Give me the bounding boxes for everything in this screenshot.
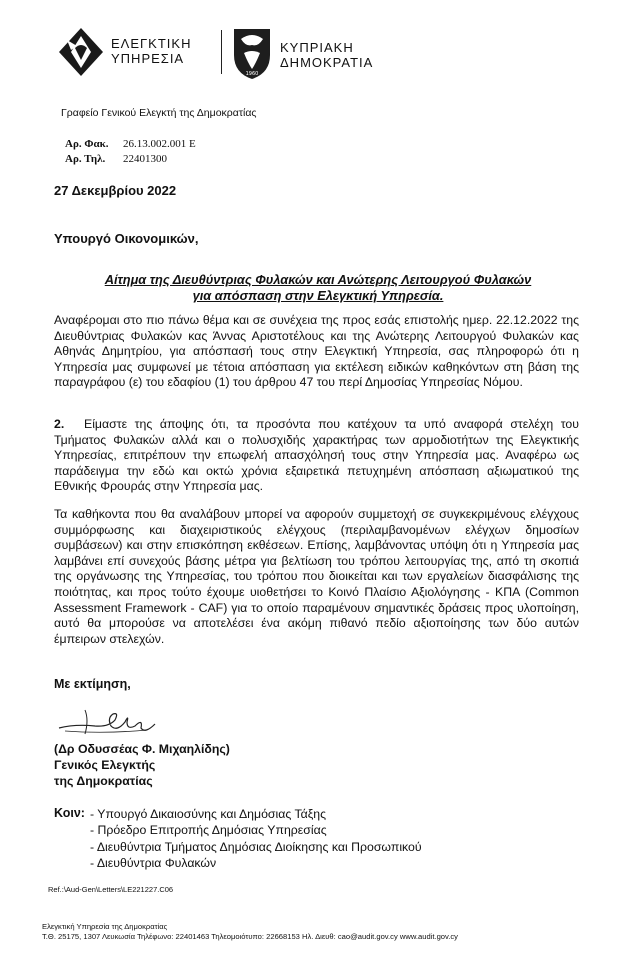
cc-item: - Διευθύντρια Τμήματος Δημόσιας Διοίκησης και Προσωπικού: [90, 839, 422, 855]
letter-date: 27 Δεκεμβρίου 2022: [54, 183, 177, 198]
file-ref-row: [65, 138, 196, 150]
office-name: Γραφείο Γενικού Ελεγκτή της Δημοκρατίας: [61, 107, 257, 119]
file-ref-label: Αρ. Φακ.: [65, 138, 109, 150]
tel-ref-value: 22401300: [123, 153, 167, 165]
subject: [58, 272, 578, 304]
paragraph-2-number: 2.: [54, 417, 65, 431]
footer: [42, 922, 458, 942]
republic-emblem: [228, 25, 418, 85]
signatory-block: [54, 741, 230, 789]
tel-ref-label: Αρ. Τηλ.: [65, 153, 106, 165]
paragraph-1: Αναφέρομαι στο πιο πάνω θέμα και σε συνέχεια της προς εσάς επιστολής ημερ. 22.12.2022 της Διευθύντριας Φυλακών κας Άννας Αριστοτέλους και της Ανώτερης Λειτουργού Φυλακών κας Αθηνάς Δημητρίου, για απόσπασή τους στην Ελεγκτική Υπηρεσία, σας πληροφορώ ότι η Υπηρεσία μας συμφωνεί με τέτοια απόσπαση για εκτέλεση ειδικών καθηκόντων στη βάση της παραγράφου (ε) του εδαφίου (1) του άρθρου 47 του περί Δημοσίας Υπηρεσίας Νόμου.: [54, 313, 579, 390]
signatory-title-2: της Δημοκρατίας: [54, 774, 153, 788]
svg-text:1960: 1960: [245, 71, 259, 77]
cc-item: - Διευθύντρια Φυλακών: [90, 855, 422, 871]
file-ref-value: 26.13.002.001 Ε: [123, 138, 196, 150]
cc-list: [90, 806, 422, 871]
signature: [55, 700, 165, 740]
audit-logo-line2: ΥΠΗΡΕΣΙΑ: [111, 51, 185, 66]
cc-label: Κοιν:: [54, 806, 85, 820]
audit-logo-line1: ΕΛΕΓΚΤΙΚΗ: [111, 36, 192, 51]
recipient: Υπουργό Οικονομικών,: [54, 231, 199, 246]
subject-line1: Αίτημα της Διευθύντριας Φυλακών και Ανώτερης Λειτουργού Φυλακών: [104, 272, 532, 287]
signatory-title-1: Γενικός Ελεγκτής: [54, 758, 156, 772]
republic-line2: ΔΗΜΟΚΡΑΤΙΑ: [280, 55, 374, 70]
signatory-name: (Δρ Οδυσσέας Φ. Μιχαηλίδης): [54, 742, 230, 756]
tel-ref-row: [65, 153, 167, 165]
logo-divider: [221, 30, 222, 74]
paragraph-2: [54, 417, 579, 495]
footer-line1: Ελεγκτική Υπηρεσία της Δημοκρατίας: [42, 922, 168, 931]
footer-line2: Τ.Θ. 25175, 1307 Λευκωσία Τηλέφωνο: 22401463 Τηλεομοιότυπο: 22668153 Ηλ. Διευθ: cao@audit.gov.cy www.audit.gov.cy: [42, 932, 458, 941]
audit-diamond-logo-icon: [57, 26, 105, 78]
cc-item: - Υπουργό Δικαιοσύνης και Δημόσιας Τάξης: [90, 806, 422, 822]
subject-line2: για απόσπαση στην Ελεγκτική Υπηρεσία.: [192, 288, 444, 303]
republic-line1: ΚΥΠΡΙΑΚΗ: [280, 40, 354, 55]
cyprus-emblem-icon: [228, 25, 276, 81]
document-reference: Ref.:\Aud-Gen\Letters\LE221227.C06: [48, 885, 174, 894]
cc-item: - Πρόεδρο Επιτροπής Δημόσιας Υπηρεσίας: [90, 822, 422, 838]
paragraph-3: Τα καθήκοντα που θα αναλάβουν μπορεί να αφορούν συμμετοχή σε συγκεκριμένους ελέγχους συμμόρφωσης και διαχειριστικούς ελέγχους (περιλαμβανομένων ελέγχων δημοσίων συμβάσεων) και στην επισκόπηση εκθέσεων. Επίσης, λαμβάνοντας υπόψη ότι η Υπηρεσία μας λαμβάνει επί συνεχούς βάσης μέτρα για βελτίωση του τρόπου λειτουργίας της, από τη σκοπιά της οργάνωσης της Υπηρεσίας, του τρόπου που διοικείται και των εργαλείων διασφάλισης της ποιότητας, και προς τούτο έχουμε υιοθετήσει το Κοινό Πλαίσιο Αξιολόγησης - ΚΠΑ (Common Assessment Framework - CAF) για το οποίο παραμένουν σημαντικές δράσεις προς υλοποίηση, αυτό θα μπορούσε να αποτελέσει ένα ακόμη πιθανό πεδίο αξιοποίησης των δύο αυτών έμπειρων στελεχών.: [54, 507, 579, 646]
paragraph-2-text: Είμαστε της άποψης ότι, τα προσόντα που κατέχουν τα υπό αναφορά στελέχη του Τμήματος Φυλακών αλλά και ο πολυσχιδής χαρακτήρας των αρμοδιοτήτων της Ελεγκτικής Υπηρεσίας, επιτρέπουν την επωφελή απασχόλησή τους στην Υπηρεσία μας. Αναφέρω ως παράδειγμα την εδώ και οκτώ χρόνια εξαιρετικά πετυχημένη απόσπαση αξιωματικού της Εθνικής Φρουράς στην Υπηρεσία μας.: [54, 417, 579, 494]
closing: Με εκτίμηση,: [54, 677, 131, 691]
audit-office-logo: [57, 22, 217, 84]
